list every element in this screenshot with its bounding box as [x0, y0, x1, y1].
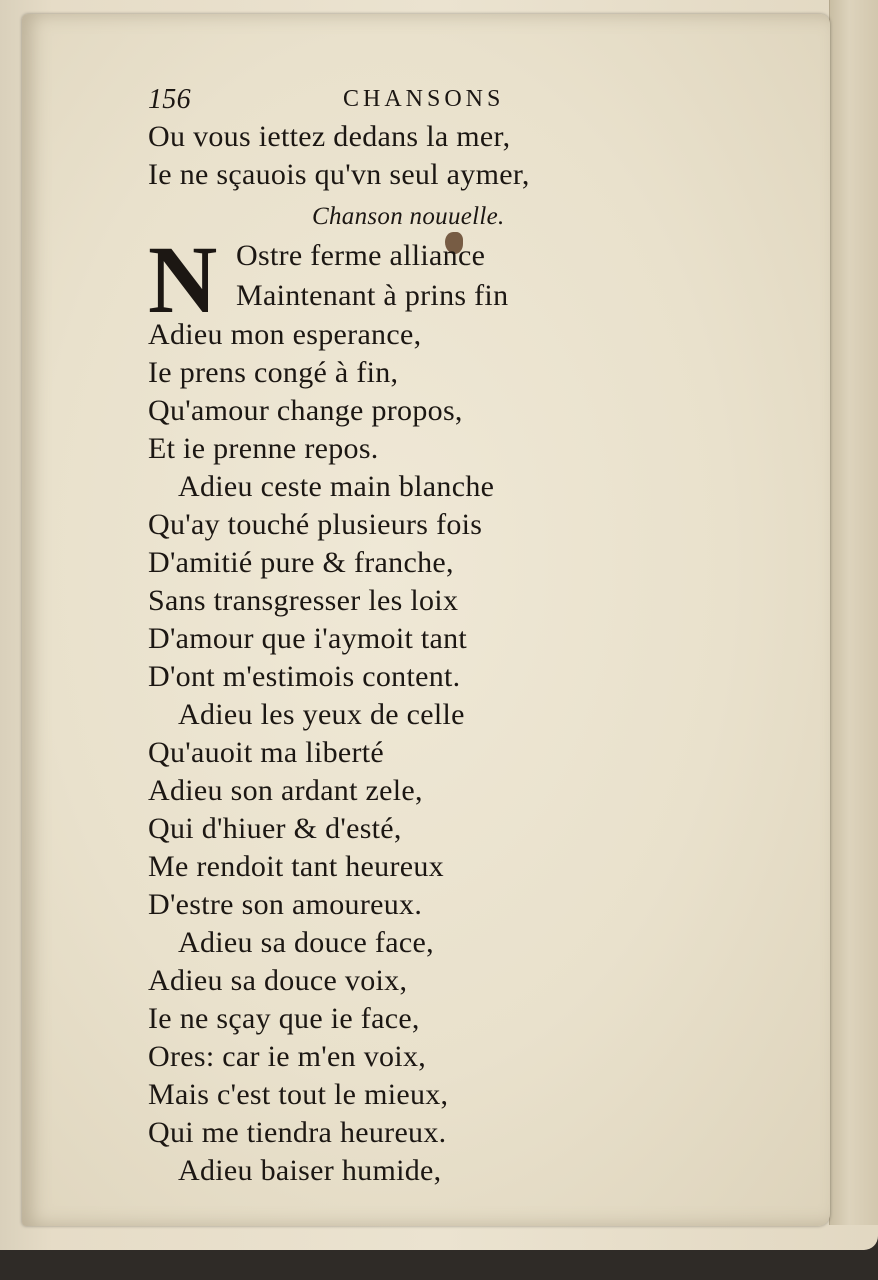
- verse-line: Sans transgresser les loix: [148, 584, 459, 617]
- verse-line: Adieu ceste main blanche: [178, 470, 495, 503]
- verse-line: Qu'ay touché plusieurs fois: [148, 508, 483, 541]
- drop-cap: N: [148, 226, 218, 333]
- verse-line: Qu'auoit ma liberté: [148, 736, 385, 769]
- verse-line: D'amour que i'aymoit tant: [148, 622, 468, 655]
- verse-line: Adieu baiser humide,: [178, 1154, 442, 1187]
- song-title: Chanson nouuelle.: [312, 203, 505, 230]
- verse-line: Me rendoit tant heureux: [148, 850, 444, 883]
- verse-line: Ostre ferme alliance: [236, 239, 486, 272]
- verse-line: Et ie prenne repos.: [148, 432, 379, 465]
- song-opening: [148, 226, 708, 333]
- running-head: CHANSONS: [343, 86, 505, 112]
- verse-line: Adieu les yeux de celle: [178, 698, 465, 731]
- verse-line: Ie prens congé à fin,: [148, 356, 399, 389]
- verse-line: Ie ne sçay que ie face,: [148, 1002, 420, 1035]
- page-number: 156: [148, 84, 191, 115]
- verse-line: D'amitié pure & franche,: [148, 546, 454, 579]
- verse-line: Qui me tiendra heureux.: [148, 1116, 447, 1149]
- verse-line: Adieu mon esperance,: [148, 318, 422, 351]
- page-text: [148, 78, 708, 1190]
- show-through-from-facing-page: [722, 164, 852, 1174]
- verse-line: Ou vous iettez dedans la mer,: [148, 120, 511, 153]
- verse-line: Maintenant à prins fin: [236, 279, 509, 312]
- verse-line: D'estre son amoureux.: [148, 888, 423, 921]
- verse-line: Adieu sa douce face,: [178, 926, 434, 959]
- verse-line: D'ont m'estimois content.: [148, 660, 461, 693]
- verse-line: Ie ne sçauois qu'vn seul aymer,: [148, 158, 530, 191]
- verse-line: Adieu son ardant zele,: [148, 774, 423, 807]
- page-header: [148, 78, 708, 118]
- verse-line: Mais c'est tout le mieux,: [148, 1078, 449, 1111]
- verse-line: Ores: car ie m'en voix,: [148, 1040, 427, 1073]
- verse-line: Qui d'hiuer & d'esté,: [148, 812, 402, 845]
- verse-line: Qu'amour change propos,: [148, 394, 463, 427]
- verse-line: Adieu sa douce voix,: [148, 964, 408, 997]
